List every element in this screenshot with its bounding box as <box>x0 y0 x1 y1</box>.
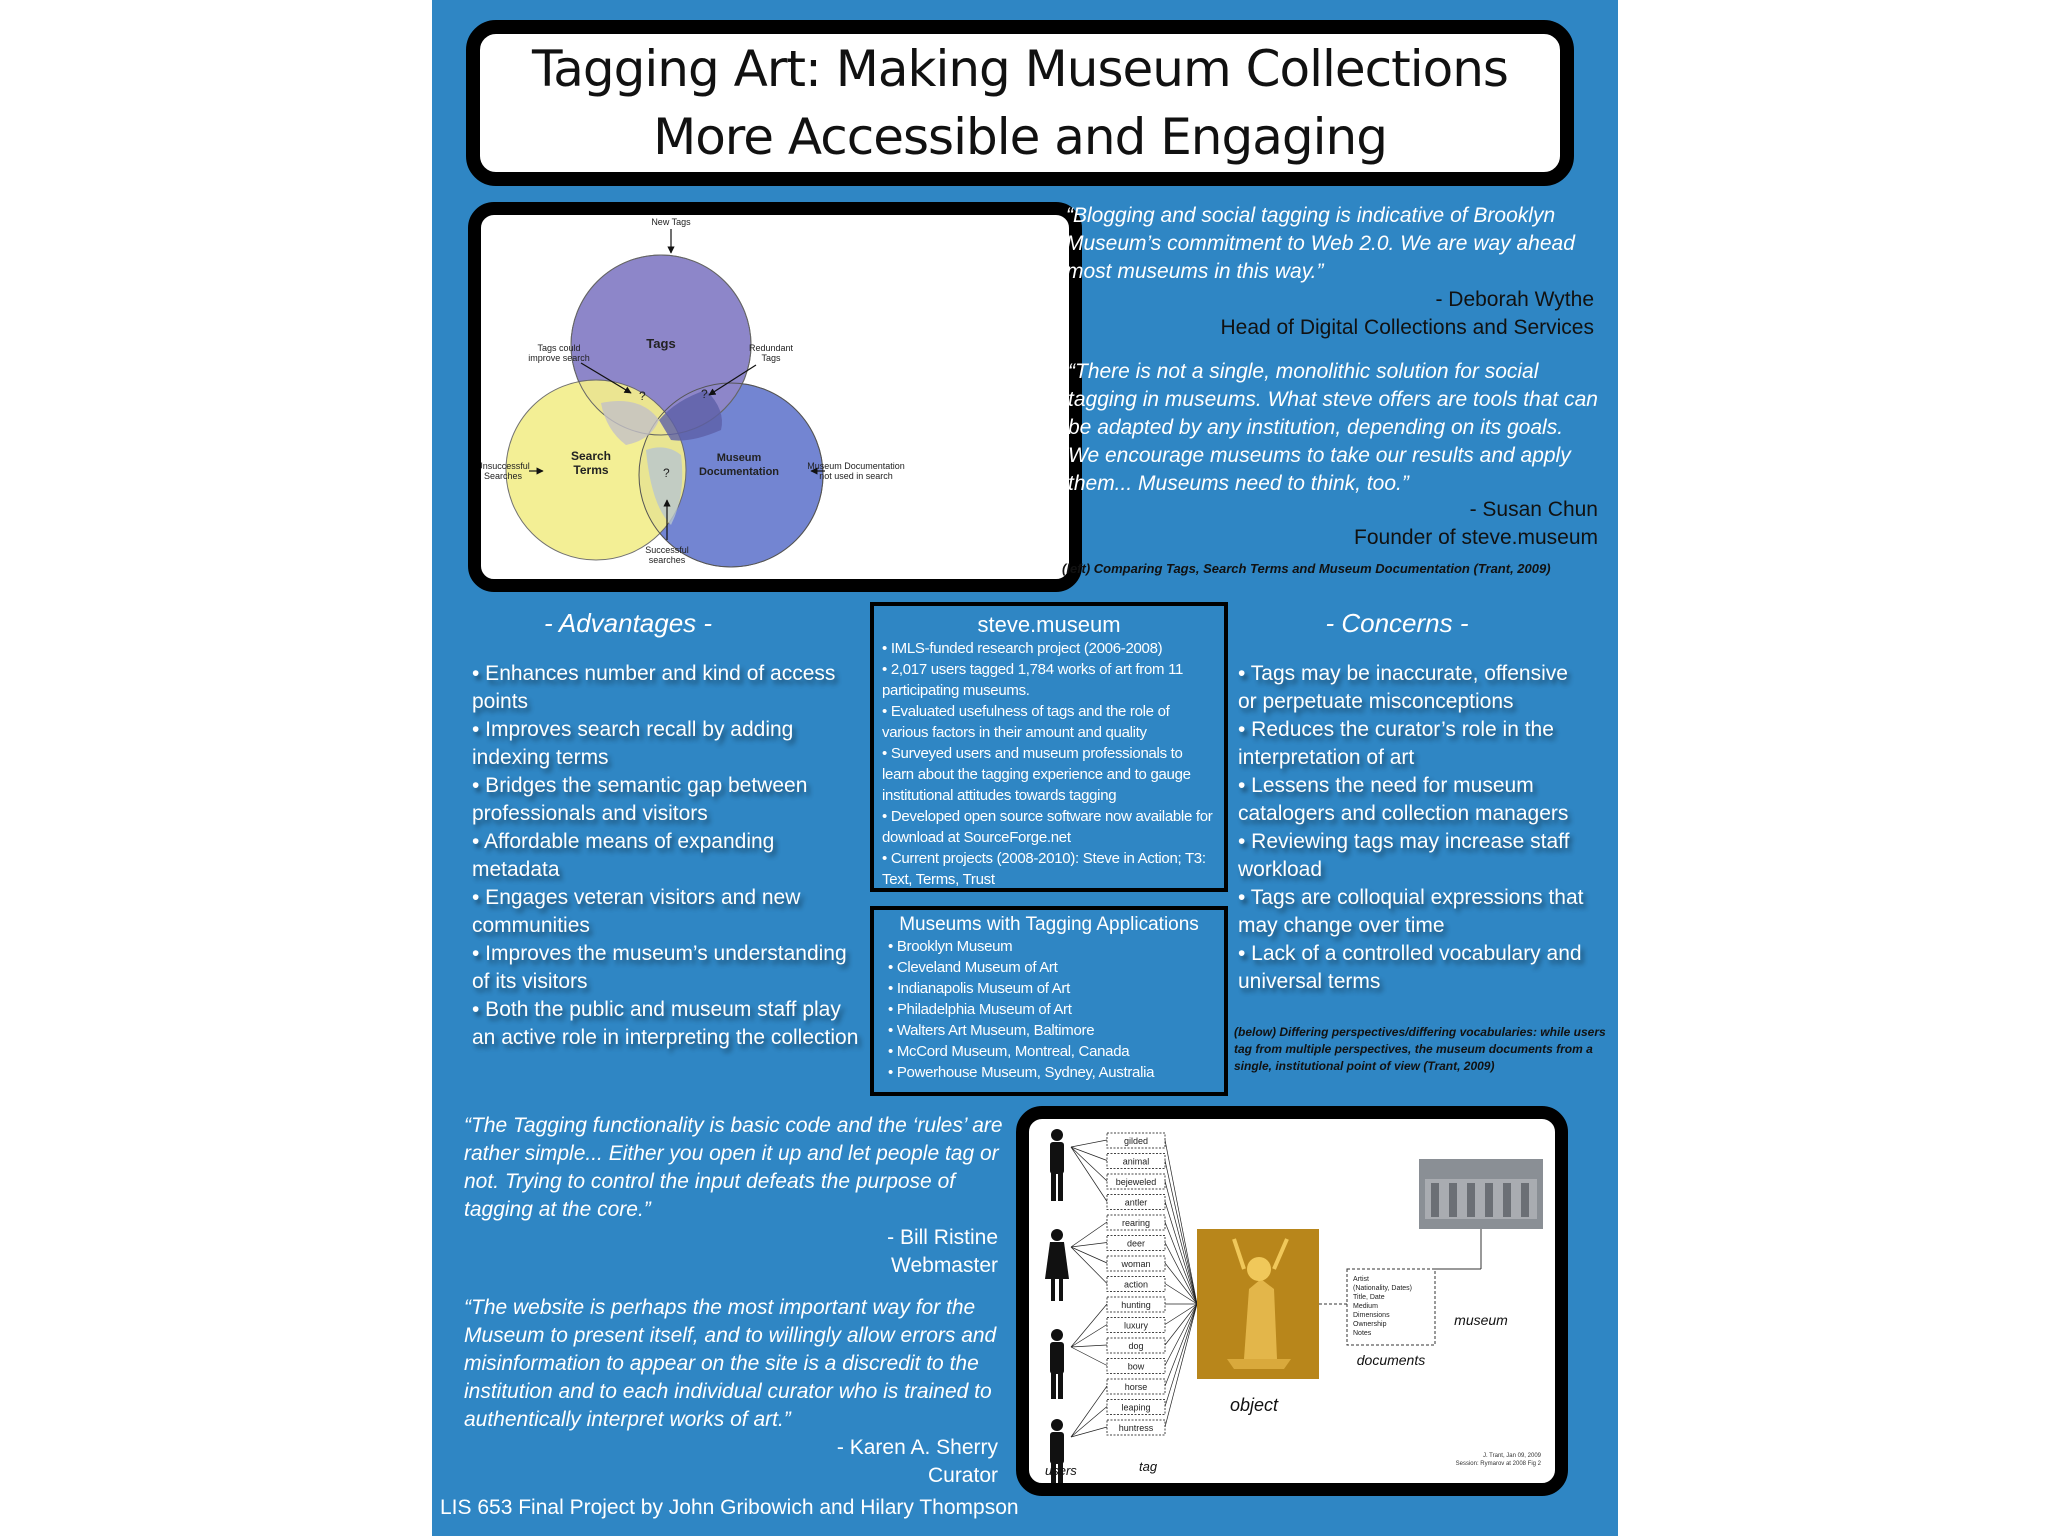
venn-caption: (left) Comparing Tags, Search Terms and Museum Documentation (Trant, 2009) <box>1062 561 1551 576</box>
advantages-item: • Improves search recall by adding indexing terms <box>472 718 794 769</box>
museum-doc-label-2: Documentation <box>698 466 780 478</box>
successful-label-2: searches <box>648 555 686 565</box>
tag-text: luxury <box>1123 1320 1149 1331</box>
steve-museum-heading: steve.museum <box>977 612 1121 637</box>
venn-diagram <box>481 215 1069 579</box>
tag-text: huntress <box>1118 1423 1154 1433</box>
museum-item: • Cleveland Museum of Art <box>888 959 1058 976</box>
advantages-item: • Engages veteran visitors and new communities <box>472 886 801 937</box>
q-mark-1: ? <box>639 389 646 403</box>
credit-line-1: J. Trant, Jan 09, 2009 <box>1482 1453 1541 1459</box>
advantages-item: • Enhances number and kind of access points <box>472 662 836 713</box>
concerns-item: • Tags may be inaccurate, offensive or perpetuate misconceptions <box>1238 662 1568 713</box>
museum-doc-not-label-2: not used in search <box>819 471 893 481</box>
search-terms-label-2: Terms <box>573 463 609 477</box>
document-field: Title, Date <box>1353 1294 1385 1301</box>
document-field: (Nationality, Dates) <box>1353 1285 1413 1292</box>
museum-doc-label-1: Museum <box>716 452 762 464</box>
tag-text: bow <box>1127 1361 1145 1372</box>
steve-item: • Evaluated usefulness of tags and the role of various factors in their amount and quality <box>882 703 1170 741</box>
tagging-diagram-frame <box>1016 1106 1568 1496</box>
title-box <box>466 20 1574 186</box>
museum-doc-not-label-1: Museum Documentation <box>807 461 905 471</box>
tags-could-label-2: improve search <box>528 353 590 363</box>
tag-text: animal <box>1122 1156 1150 1167</box>
venn-diagram-frame <box>468 202 1082 592</box>
museum-item: • Indianapolis Museum of Art <box>888 980 1070 997</box>
steve-item: • Current projects (2008-2010): Steve in Action; T3: Text, Terms, Trust <box>882 850 1206 888</box>
museum-item: • Powerhouse Museum, Sydney, Australia <box>888 1064 1155 1081</box>
title-line-1: Tagging Art: Making Museum Collections <box>532 40 1508 98</box>
redundant-label-1: Redundant <box>748 343 794 353</box>
tag-list <box>1107 1133 1165 1435</box>
museums-list <box>882 936 1216 1083</box>
museum-label: museum <box>1454 1312 1508 1328</box>
document-field: Dimensions <box>1353 1312 1390 1319</box>
tag-text: gilded <box>1123 1136 1149 1146</box>
redundant-label-2: Tags <box>761 353 781 363</box>
document-field: Medium <box>1353 1303 1378 1310</box>
poster <box>432 0 1618 1536</box>
tag-text: leaping <box>1121 1402 1151 1413</box>
chun-quote: “There is not a single, monolithic solution for social tagging in museums. What steve offers are tools that can be adapted by any institution, depending on its goals. We encourage museums to take our results and apply them... Museums need to think, too.” <box>1068 360 1598 495</box>
successful-label-1: Successful <box>645 545 689 555</box>
advantages-item: • Both the public and museum staff play an active role in interpreting the collection <box>472 998 859 1049</box>
ristine-name: - Bill Ristine <box>887 1226 998 1249</box>
tag-text: horse <box>1124 1382 1148 1392</box>
advantages-item: • Bridges the semantic gap between professionals and visitors <box>472 774 808 825</box>
document-field: Ownership <box>1353 1321 1387 1328</box>
search-terms-label-1: Search <box>570 449 612 463</box>
steve-item: • 2,017 users tagged 1,784 works of art from 11 participating museums. <box>882 661 1184 699</box>
credit-line-2: Session: Rymarov at 2008 Fig 2 <box>1455 1461 1541 1467</box>
tags-label: Tags <box>646 336 676 351</box>
unsuccessful-label-2: Searches <box>483 471 523 481</box>
museum-item: • McCord Museum, Montreal, Canada <box>888 1043 1130 1060</box>
tag-text: bejeweled <box>1115 1177 1157 1187</box>
footer-credit: LIS 653 Final Project by John Gribowich and Hilary Thompson <box>440 1496 1019 1519</box>
unsuccessful-label-1: Unsuccessful <box>481 461 530 471</box>
concerns-heading: - Concerns - <box>1325 608 1469 638</box>
tag-text: hunting <box>1121 1300 1151 1310</box>
concerns-item: • Lessens the need for museum catalogers and collection managers <box>1238 774 1569 825</box>
documents-label: documents <box>1356 1352 1426 1368</box>
object-label: object <box>1229 1395 1279 1415</box>
q-mark-3: ? <box>663 466 670 480</box>
ristine-role: Webmaster <box>891 1254 998 1277</box>
wythe-role: Head of Digital Collections and Services <box>1220 316 1594 339</box>
concerns-item: • Tags are colloquial expressions that may change over time <box>1238 886 1584 937</box>
concerns-item: • Lack of a controlled vocabulary and universal terms <box>1238 942 1582 993</box>
museums-box <box>870 906 1228 1096</box>
document-field: Artist <box>1353 1276 1369 1283</box>
user-figure-icon <box>1050 1329 1064 1399</box>
tag-text: rearing <box>1121 1218 1151 1228</box>
steve-museum-box <box>870 602 1228 892</box>
concerns-item: • Reduces the curator’s role in the interpretation of art <box>1238 718 1554 769</box>
advantages-list <box>472 660 862 1052</box>
tagging-diagram <box>1029 1119 1555 1483</box>
new-tags-label: New Tags <box>651 217 691 227</box>
q-mark-2: ? <box>701 387 708 401</box>
chun-name: - Susan Chun <box>1469 498 1598 521</box>
sherry-name: - Karen A. Sherry <box>836 1436 998 1459</box>
sherry-quote: “The website is perhaps the most important way for the Museum to present itself, and to willingly allow errors and misinformation to appear on the site is a discredit to the institution and to each individual curator who is trained to authentically interpret works of art.” <box>464 1296 997 1431</box>
tag-text: dog <box>1128 1341 1144 1351</box>
tag-text: woman <box>1121 1259 1151 1269</box>
steve-item: • IMLS-funded research project (2006-2008) <box>882 640 1163 657</box>
advantages-heading: - Advantages - <box>543 608 713 638</box>
tags-could-label-1: Tags could <box>537 343 581 353</box>
users-label: users <box>1045 1463 1077 1478</box>
wythe-name: - Deborah Wythe <box>1435 288 1594 311</box>
steve-museum-list <box>882 638 1216 890</box>
concerns-list <box>1238 660 1588 996</box>
advantages-item: • Affordable means of expanding metadata <box>472 830 775 881</box>
chun-role: Founder of steve.museum <box>1354 526 1598 549</box>
wythe-quote: “Blogging and social tagging is indicative of Brooklyn Museum’s commitment to Web 2.0. We are way ahead most museums in this way.” <box>1066 204 1575 283</box>
museum-item: • Brooklyn Museum <box>888 938 1013 955</box>
tag-label: tag <box>1139 1459 1158 1474</box>
advantages-item: • Improves the museum’s understanding of its visitors <box>472 942 847 993</box>
document-field: Notes <box>1353 1330 1372 1337</box>
steve-item: • Developed open source software now available for download at SourceForge.net <box>882 808 1213 846</box>
user-figure-icon <box>1045 1229 1069 1301</box>
museum-item: • Walters Art Museum, Baltimore <box>888 1022 1095 1039</box>
ristine-quote: “The Tagging functionality is basic code and the ‘rules’ are rather simple... Either you open it up and let people tag or not. Trying to control the input defeats the purpose of tagging at the core.” <box>464 1114 1003 1221</box>
museum-item: • Philadelphia Museum of Art <box>888 1001 1072 1018</box>
users-group <box>1045 1129 1069 1483</box>
steve-item: • Surveyed users and museum professionals to learn about the tagging experience and to gauge institutional attitudes towards tagging <box>882 745 1191 804</box>
title-line-2: More Accessible and Engaging <box>653 108 1387 166</box>
sherry-role: Curator <box>927 1464 998 1487</box>
tag-text: action <box>1123 1279 1149 1290</box>
concerns-item: • Reviewing tags may increase staff workload <box>1238 830 1570 881</box>
user-figure-icon <box>1050 1129 1064 1201</box>
perspectives-caption: (below) Differing perspectives/differing vocabularies: while users tag from multiple perspectives, the museum documents from a single, institutional point of view (Trant, 2009) <box>1234 1025 1606 1073</box>
tag-text: antler <box>1124 1197 1148 1208</box>
museums-heading: Museums with Tagging Applications <box>899 914 1199 935</box>
tag-text: deer <box>1126 1238 1146 1249</box>
